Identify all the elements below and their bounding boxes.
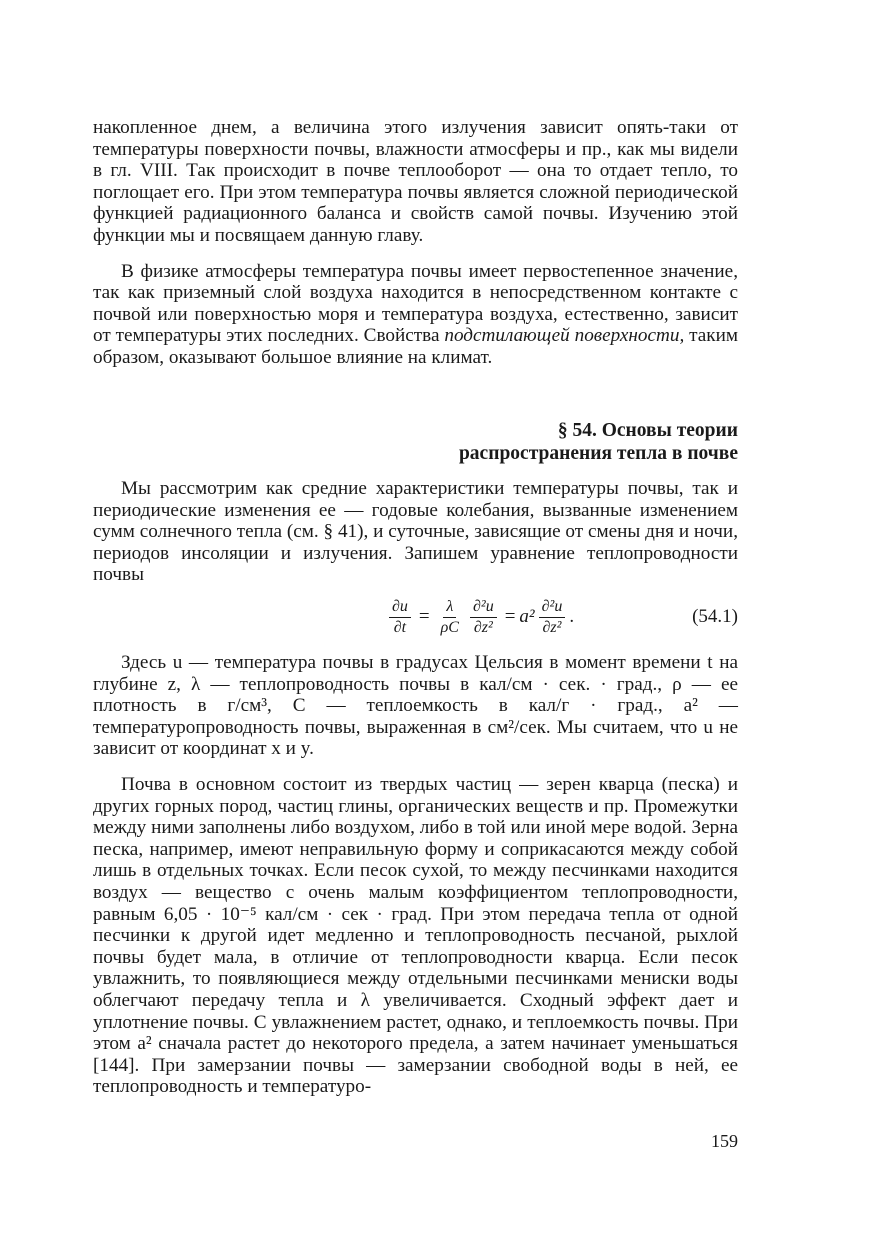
section-heading-line-2: распространения тепла в почве xyxy=(458,442,738,464)
emphasis-term: подстилающей поверхности, xyxy=(444,325,685,347)
equals-sign: = xyxy=(418,606,430,627)
section-heading xyxy=(380,420,738,465)
text-block-intro xyxy=(93,478,738,586)
a-squared: a² xyxy=(519,606,535,627)
paragraph-text: В физике атмосферы температура почвы имеет первостепенное значение, так как приземный слой воздуха находится в непосредственном контакте с почвой или поверхностью моря и температура воздуха, естественно, зависит от температуры этих последних. Свойства xyxy=(93,260,738,347)
equation-number: (54.1) xyxy=(692,606,738,627)
paragraph-atmosphere-physics xyxy=(93,261,738,369)
equation-body xyxy=(385,594,574,640)
paragraph-definitions: Здесь u — температура почвы в градусах Цельсия в момент времени t на глубине z, λ — теплопроводность почвы в кал/см · сек. · град., ρ — ее плотность в г/см³, C — теплоемкость в кал/г · град., a² — температуропроводность почвы, выраженная в см²/сек. Мы считаем, что u не зависит от координат x и y. xyxy=(93,652,738,760)
fraction-numerator: ∂²u xyxy=(470,598,497,618)
fraction-denominator: ∂z² xyxy=(542,618,562,636)
text-block-top xyxy=(93,117,738,369)
fraction-denominator: ρC xyxy=(440,618,459,636)
fraction-d2u-dz2 xyxy=(539,598,566,637)
fraction-denominator: ∂z² xyxy=(473,618,493,636)
fraction-numerator: λ xyxy=(443,598,456,618)
fraction-lambda-rho-c xyxy=(438,598,462,637)
paragraph-intro: Мы рассмотрим как средние характеристики температуры почвы, так и периодические изменения ее — годовые колебания, вызванные изменением сумм солнечного тепла (см. § 41), и суточные, зависящие от смены дня и ночи, периодов инсоляции и излучения. Запишем уравнение теплопроводности почвы xyxy=(93,478,738,586)
section-heading-line-1: § 54. Основы теории xyxy=(557,420,738,441)
paragraph-continuation: накопленное днем, а величина этого излучения зависит опять-таки от температуры поверхности почвы, влажности атмосферы и пр., как мы видели в гл. VIII. Так происходит в почве теплооборот — она то отдает тепло, то поглощает его. При этом температура почвы является сложной периодической функцией радиационного баланса и свойств самой почвы. Изучению этой функции мы и посвящаем данную главу. xyxy=(93,117,738,246)
fraction-du-dt xyxy=(389,598,411,637)
fraction-d2u-dz2 xyxy=(470,598,497,637)
fraction-numerator: ∂u xyxy=(389,598,411,618)
fraction-numerator: ∂²u xyxy=(539,598,566,618)
text-block-main xyxy=(93,652,738,1098)
equals-sign: = xyxy=(504,606,516,627)
paragraph-soil: Почва в основном состоит из твердых частиц — зерен кварца (песка) и других горных пород, частиц глины, органических веществ и пр. Промежутки между ними заполнены либо воздухом, либо в той или иной мере водой. Зерна песка, например, имеют неправильную форму и соприкасаются между собой лишь в отдельных точках. Если песок сухой, то между песчинками находится воздух — вещество с очень малым коэффициентом теплопроводности, равным 6,05 · 10⁻⁵ кал/см · сек · град. При этом передача тепла от одной песчинки к другой идет медленно и теплопроводность песчаной, рыхлой почвы будет мала, в отличие от теплопроводности кварца. Если песок увлажнить, то появляющиеся между отдельными песчинками мениски воды облегчают передачу тепла и λ увеличивается. Сходный эффект дает и уплотнение почвы. С увлажнением растет, однако, и теплоемкость почвы. При этом a² сначала растет до некоторого предела, а затем начинает уменьшаться [144]. При замерзании почвы — замерзании свободной воды в ней, ее теплопроводность и температуро- xyxy=(93,773,738,1098)
fraction-denominator: ∂t xyxy=(393,618,407,636)
equation-54-1 xyxy=(93,594,738,640)
equation-period: . xyxy=(569,606,575,627)
page-number: 159 xyxy=(711,1131,738,1151)
paragraph-text: таким образом, оказывают большое влияние на климат. xyxy=(93,325,738,368)
